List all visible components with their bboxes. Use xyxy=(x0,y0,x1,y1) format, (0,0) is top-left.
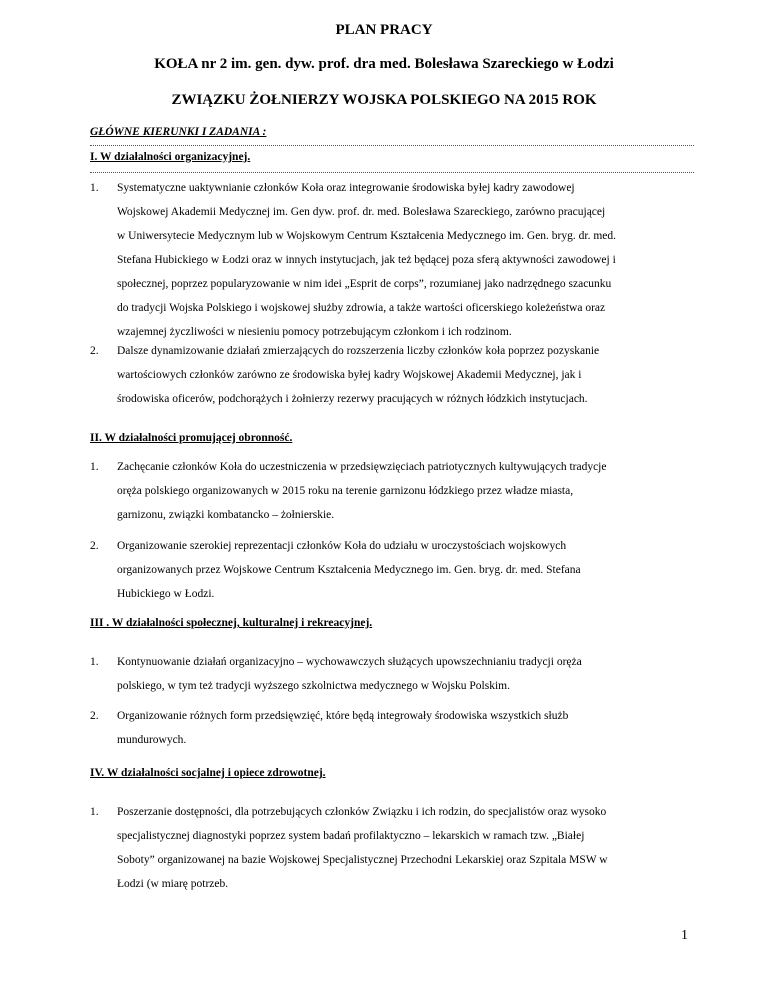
section-heading: III . W działalności społecznej, kulturalnej i rekreacyjnej. xyxy=(90,617,373,629)
item-text-line: Zachęcanie członków Koła do uczestniczenia w przedsięwzięciach patriotycznych kultywujących tradycje xyxy=(117,461,607,473)
item-text-line: w Uniwersytecie Medycznym lub w Wojskowym Centrum Kształcenia Medycznego im. Gen. bryg. dr. med. xyxy=(117,230,616,242)
item-number: 2. xyxy=(90,710,99,722)
section-heading: I. W działalności organizacyjnej. xyxy=(90,151,251,163)
item-text-line: specjalistycznej diagnostyki poprzez system badań profilaktyczno – lekarskich w ramach tzw. „Białej xyxy=(117,830,585,842)
item-text-line: mundurowych. xyxy=(117,734,187,746)
item-number: 1. xyxy=(90,461,99,473)
item-text-line: społecznej, poprzez popularyzowanie w nim idei „Esprit de corps”, rozumianej jako nadrzędnego szacunku xyxy=(117,278,612,290)
item-text-line: Soboty” organizowanej na bazie Wojskowej Specjalistycznej Przechodni Lekarskiej oraz Szpitala MSW w xyxy=(117,854,608,866)
item-text-line: do tradycji Wojska Polskiego i wojskowej służby zdrowia, a także wartości oficerskiego koleżeństwa oraz xyxy=(117,302,606,314)
item-number: 2. xyxy=(90,540,99,552)
union-title: ZWIĄZKU ŻOŁNIERZY WOJSKA POLSKIEGO NA 2015 ROK xyxy=(171,92,597,108)
separator-line xyxy=(90,172,694,173)
item-text-line: Wojskowej Akademii Medycznej im. Gen dyw. prof. dr. med. Bolesława Szareckiego, zarówno pracującej xyxy=(117,206,606,218)
item-number: 2. xyxy=(90,345,99,357)
item-text-line: Poszerzanie dostępności, dla potrzebujących członków Związku i ich rodzin, do specjalistów oraz wysoko xyxy=(117,806,607,818)
item-text-line: Stefana Hubickiego w Łodzi oraz w innych instytucjach, jak też będącej poza sferą aktywności zawodowej i xyxy=(117,254,616,266)
item-text-line: Łodzi (w miarę potrzeb. xyxy=(117,878,229,890)
item-text-line: wartościowych członków zarówno ze środowiska byłej kadry Wojskowej Akademii Medycznej, jak i xyxy=(117,369,582,381)
main-directions-heading: GŁÓWNE KIERUNKI I ZADANIA : xyxy=(90,126,267,138)
item-text-line: Hubickiego w Łodzi. xyxy=(117,588,215,600)
separator-line xyxy=(90,145,694,146)
plan-title: PLAN PRACY xyxy=(335,22,433,38)
item-number: 1. xyxy=(90,656,99,668)
item-number: 1. xyxy=(90,806,99,818)
koło-title: KOŁA nr 2 im. gen. dyw. prof. dra med. Bolesława Szareckiego w Łodzi xyxy=(154,56,614,72)
item-text-line: polskiego, w tym też tradycji wyższego szkolnictwa medycznego w Wojsku Polskim. xyxy=(117,680,510,692)
item-text-line: organizowanych przez Wojskowe Centrum Kształcenia Medycznego im. Gen. bryg. dr. med. Stefana xyxy=(117,564,581,576)
item-text-line: garnizonu, związki kombatancko – żołnierskie. xyxy=(117,509,335,521)
item-text-line: wzajemnej życzliwości w niesieniu pomocy potrzebującym członkom i ich rodzinom. xyxy=(117,326,512,338)
item-text-line: środowiska oficerów, podchorążych i żołnierzy rezerwy pracujących w różnych łódzkich instytucjach. xyxy=(117,393,588,405)
item-number: 1. xyxy=(90,182,99,194)
item-text-line: Organizowanie różnych form przedsięwzięć, które będą integrowały środowiska wszystkich służb xyxy=(117,710,569,722)
page-number: 1 xyxy=(681,928,688,943)
item-text-line: Organizowanie szerokiej reprezentacji członków Koła do udziału w uroczystościach wojskowych xyxy=(117,540,567,552)
section-heading: IV. W działalności socjalnej i opiece zdrowotnej. xyxy=(90,767,326,779)
section-heading: II. W działalności promującej obronność. xyxy=(90,432,293,444)
item-text-line: Kontynuowanie działań organizacyjno – wychowawczych służących upowszechnianiu tradycji oręża xyxy=(117,656,582,668)
item-text-line: oręża polskiego organizowanych w 2015 roku na terenie garnizonu łódzkiego przez władze miasta, xyxy=(117,485,574,497)
item-text-line: Dalsze dynamizowanie działań zmierzających do rozszerzenia liczby członków koła poprzez pozyskanie xyxy=(117,345,600,357)
item-text-line: Systematyczne uaktywnianie członków Koła oraz integrowanie środowiska byłej kadry zawodowej xyxy=(117,182,575,194)
